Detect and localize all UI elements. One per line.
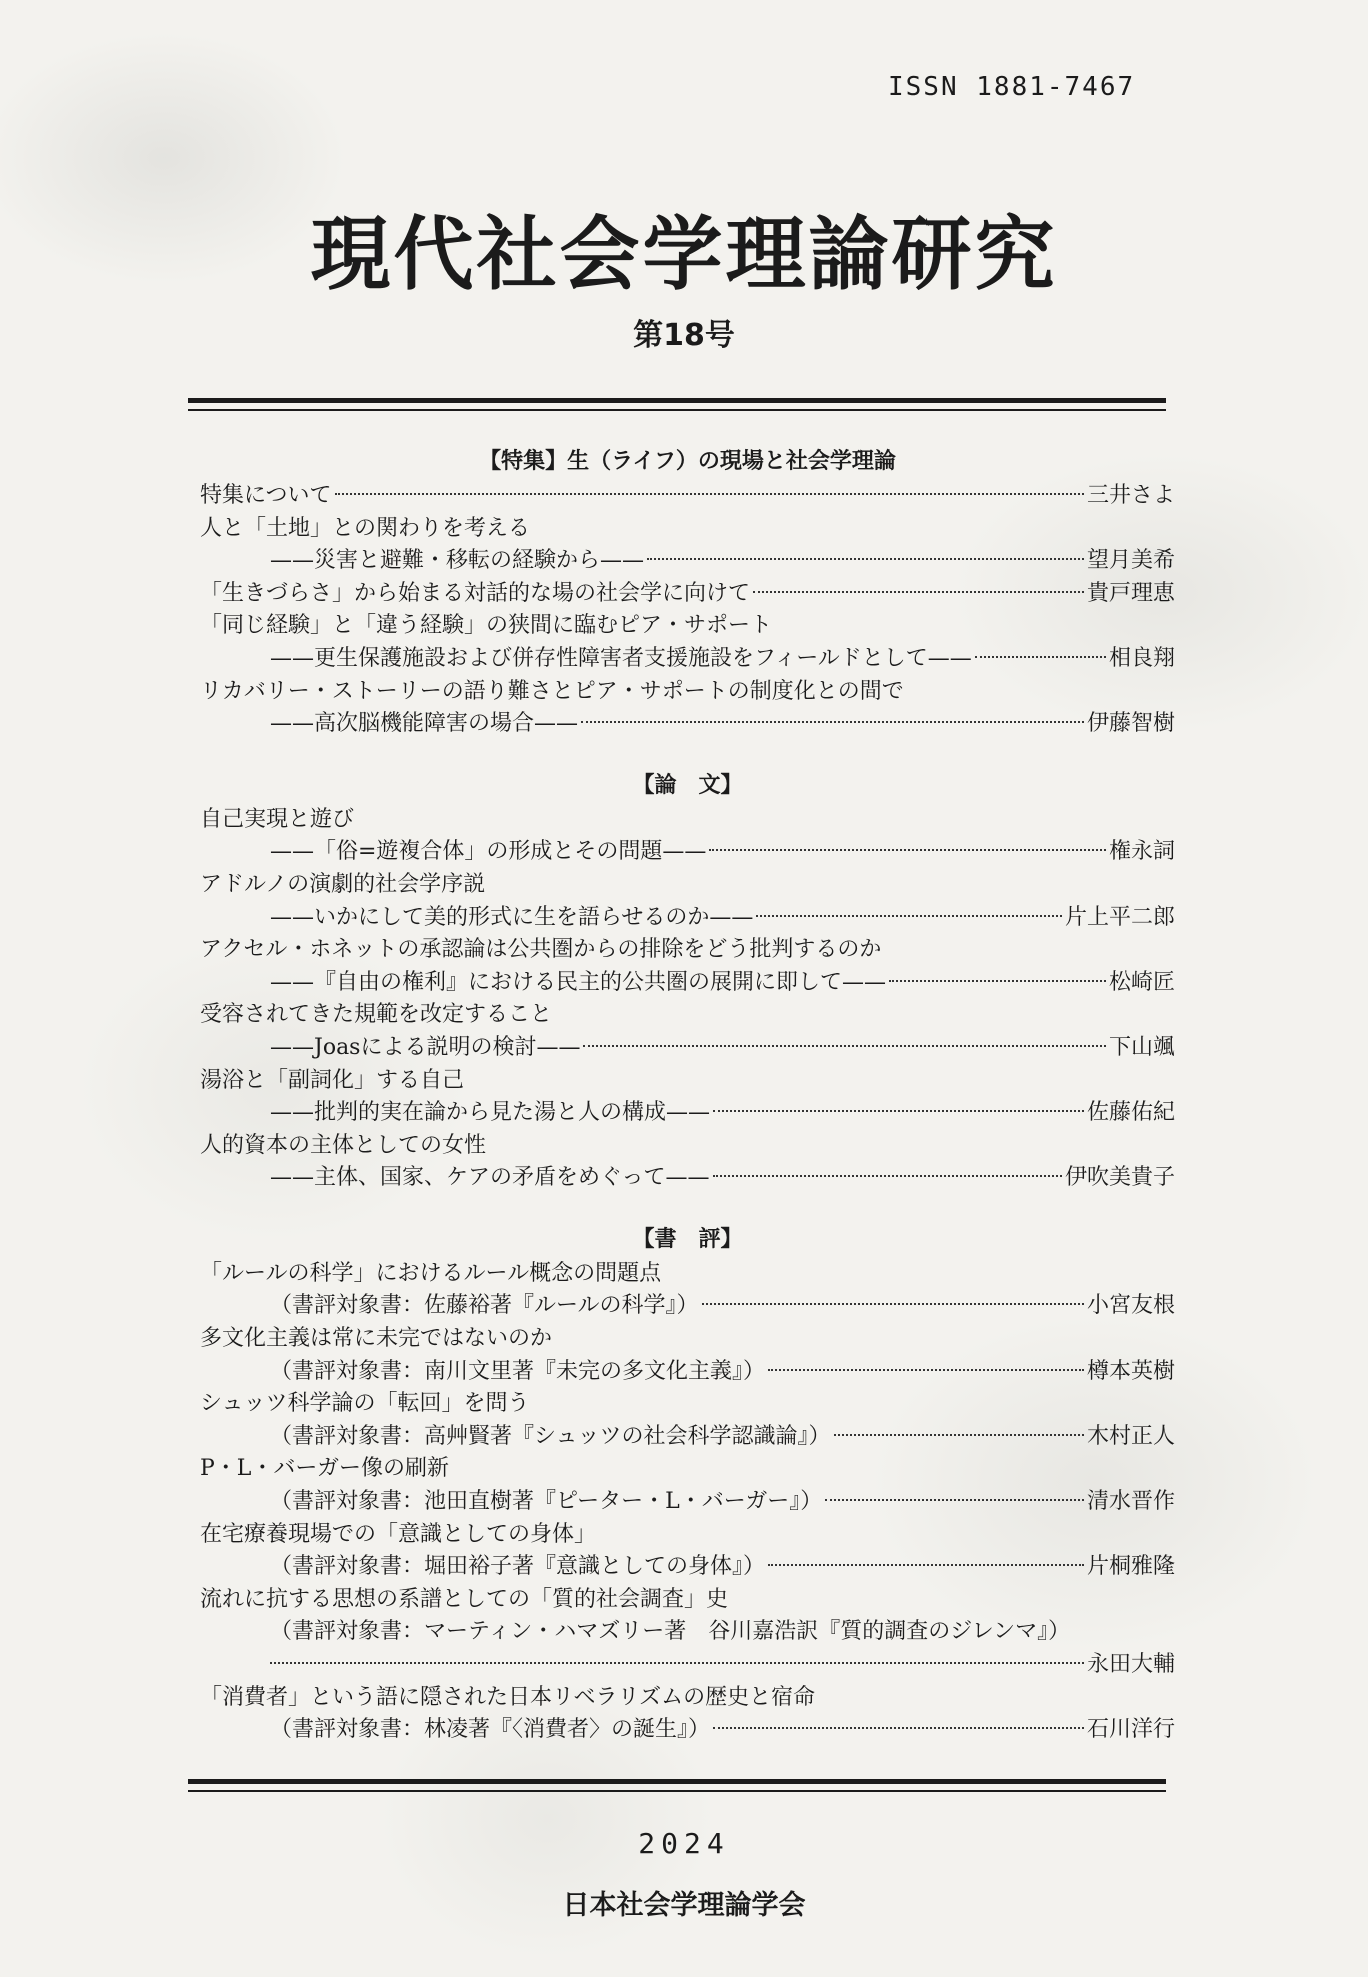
toc-entry <box>200 934 1175 967</box>
toc-entry <box>200 1649 1175 1682</box>
entry-title: シュッツ科学論の「転回」を問う <box>200 1391 530 1417</box>
entry-title: 特集について <box>200 483 332 508</box>
toc-entry <box>200 1421 1175 1454</box>
dot-leader <box>713 1727 1084 1729</box>
toc-entry <box>200 1356 1175 1389</box>
toc-entry <box>200 1388 1175 1421</box>
toc-entry <box>200 1290 1175 1323</box>
entry-title: 受容されてきた規範を改定すること <box>200 1002 553 1028</box>
entry-title: ——更生保護施設および併存性障害者支援施設をフィールドとして—— <box>270 645 972 671</box>
entry-author: 樽本英樹 <box>1086 1358 1175 1384</box>
entry-author: 小宮友根 <box>1086 1293 1175 1319</box>
entry-author: 片上平二郎 <box>1064 904 1175 930</box>
toc-entry <box>200 545 1175 578</box>
toc-entry <box>200 1519 1175 1552</box>
toc-entry <box>200 1453 1175 1486</box>
entry-title: 人的資本の主体としての女性 <box>200 1132 487 1158</box>
journal-title: 現代社会学理論研究 <box>310 208 1058 301</box>
toc-entry <box>200 1162 1175 1195</box>
toc-entry <box>200 1065 1175 1098</box>
publication-year: 2024 <box>638 1827 730 1860</box>
dot-leader <box>713 1175 1062 1177</box>
entry-author: 清水晋作 <box>1086 1489 1175 1515</box>
toc-entry <box>200 836 1175 869</box>
toc-entry <box>200 676 1175 709</box>
entry-title: 「ルールの科学」におけるルール概念の問題点 <box>200 1260 662 1286</box>
entry-author: 佐藤佑紀 <box>1086 1100 1175 1126</box>
entry-title: （書評対象書：マーティン・ハマズリー著 谷川嘉浩訳『質的調査のジレンマ』） <box>270 1619 1071 1645</box>
entry-title: （書評対象書：堀田裕子著『意識としての身体』） <box>270 1554 766 1580</box>
toc-entry <box>200 902 1175 935</box>
toc-entry <box>200 1584 1175 1617</box>
toc-entry <box>200 1323 1175 1356</box>
toc-entry <box>200 643 1175 676</box>
entry-title: 人と「土地」との関わりを考える <box>200 515 531 541</box>
toc-entry <box>200 999 1175 1032</box>
dot-leader <box>768 1564 1084 1566</box>
dot-leader <box>709 849 1106 851</box>
entry-title: リカバリー・ストーリーの語り難さとピア・サポートの制度化との間で <box>200 678 904 704</box>
entry-title: ——主体、国家、ケアの矛盾をめぐって—— <box>270 1165 710 1191</box>
dot-leader <box>702 1303 1084 1305</box>
entry-title: ——Joasによる説明の検討—— <box>270 1034 581 1060</box>
section-heading: 【特集】生（ライフ）の現場と社会学理論 <box>479 449 896 474</box>
entry-author: 木村正人 <box>1086 1423 1175 1449</box>
section-heading: 【書 評】 <box>632 1226 743 1252</box>
toc-entry <box>200 578 1175 611</box>
toc-entry <box>200 1097 1175 1130</box>
entry-author: 望月美希 <box>1086 548 1175 574</box>
toc-entry <box>200 1130 1175 1163</box>
entry-title: （書評対象書：南川文里著『未完の多文化主義』） <box>270 1358 766 1384</box>
section-heading: 【論 文】 <box>632 772 743 798</box>
entry-author: 石川洋行 <box>1086 1717 1175 1743</box>
toc-section <box>200 445 1175 741</box>
entry-author: 伊吹美貴子 <box>1064 1165 1175 1191</box>
dot-leader <box>270 1662 1084 1664</box>
entry-title: （書評対象書：池田直樹著『ピーター・L・バーガー』） <box>270 1489 823 1515</box>
dot-leader <box>647 558 1084 560</box>
toc-entry <box>200 869 1175 902</box>
issue-number: 第18号 <box>633 318 735 353</box>
top-double-rule <box>188 398 1166 411</box>
entry-title: ——批判的実在論から見た湯と人の構成—— <box>270 1100 711 1126</box>
dot-leader <box>335 493 1084 495</box>
toc-entry <box>200 1486 1175 1519</box>
toc-entry <box>200 480 1175 513</box>
entry-title: （書評対象書：林凌著『〈消費者〉の誕生』） <box>270 1717 711 1743</box>
entry-author: 永田大輔 <box>1086 1652 1175 1677</box>
dot-leader <box>756 915 1062 917</box>
entry-author: 相良翔 <box>1108 645 1175 671</box>
toc-entry <box>200 1551 1175 1584</box>
entry-author: 片桐雅隆 <box>1086 1554 1175 1580</box>
entry-title: ——『自由の権利』における民主的公共圏の展開に即して—— <box>270 969 887 995</box>
publisher-name: 日本社会学理論学会 <box>562 1890 806 1921</box>
entry-title: ——「俗=遊複合体」の形成とその問題—— <box>270 839 707 865</box>
toc-entry <box>200 1032 1175 1065</box>
entry-title: （書評対象書：佐藤裕著『ルールの科学』） <box>270 1293 699 1319</box>
toc-entry <box>200 513 1175 546</box>
dot-leader <box>753 591 1084 593</box>
toc-entry <box>200 1682 1175 1715</box>
entry-author: 松崎匠 <box>1108 969 1175 995</box>
toc-entry <box>200 1258 1175 1291</box>
dot-leader <box>825 1499 1084 1501</box>
dot-leader <box>975 656 1106 658</box>
toc-section <box>200 1223 1175 1747</box>
entry-title: 「消費者」という語に隠された日本リベラリズムの歴史と宿命 <box>200 1684 816 1710</box>
toc-entry <box>200 1616 1175 1649</box>
entry-title: アクセル・ホネットの承認論は公共圏からの排除をどう批判するのか <box>200 937 882 963</box>
entry-author: 伊藤智樹 <box>1086 711 1175 737</box>
entry-title: 自己実現と遊び <box>200 806 355 832</box>
entry-title: 多文化主義は常に未完ではないのか <box>200 1326 553 1352</box>
entry-title: ——高次脳機能障害の場合—— <box>270 711 579 737</box>
dot-leader <box>889 980 1106 982</box>
toc-section <box>200 769 1175 1195</box>
table-of-contents <box>200 445 1175 1747</box>
entry-title: （書評対象書：高艸賢著『シュッツの社会科学認識論』） <box>270 1423 831 1449</box>
entry-author: 貴戸理恵 <box>1086 580 1175 606</box>
toc-entry <box>200 804 1175 837</box>
bottom-double-rule <box>188 1779 1166 1792</box>
entry-title: ——災害と避難・移転の経験から—— <box>270 548 645 574</box>
toc-entry <box>200 967 1175 1000</box>
entry-title: 「生きづらさ」から始まる対話的な場の社会学に向けて <box>200 580 751 606</box>
entry-author: 三井さよ <box>1086 483 1175 508</box>
dot-leader <box>581 721 1084 723</box>
entry-author: 権永詞 <box>1108 839 1175 865</box>
toc-entry <box>200 1714 1175 1747</box>
dot-leader <box>713 1110 1084 1112</box>
entry-title: 流れに抗する思想の系譜としての「質的社会調査」史 <box>200 1586 729 1612</box>
entry-title: ——いかにして美的形式に生を語らせるのか—— <box>270 904 754 930</box>
dot-leader <box>583 1045 1106 1047</box>
entry-title: 在宅療養現場での「意識としての身体」 <box>200 1521 597 1547</box>
toc-entry <box>200 708 1175 741</box>
entry-title: P・L・バーガー像の刷新 <box>200 1456 449 1482</box>
entry-author: 下山颯 <box>1108 1034 1175 1060</box>
dot-leader <box>834 1434 1084 1436</box>
dot-leader <box>768 1369 1084 1371</box>
entry-title: アドルノの演劇的社会学序説 <box>200 871 486 897</box>
entry-title: 「同じ経験」と「違う経験」の狭間に臨むピア・サポート <box>200 613 773 639</box>
issn-number: ISSN 1881-7467 <box>888 72 1136 102</box>
toc-entry <box>200 610 1175 643</box>
entry-title: 湯浴と「副詞化」する自己 <box>200 1067 465 1093</box>
